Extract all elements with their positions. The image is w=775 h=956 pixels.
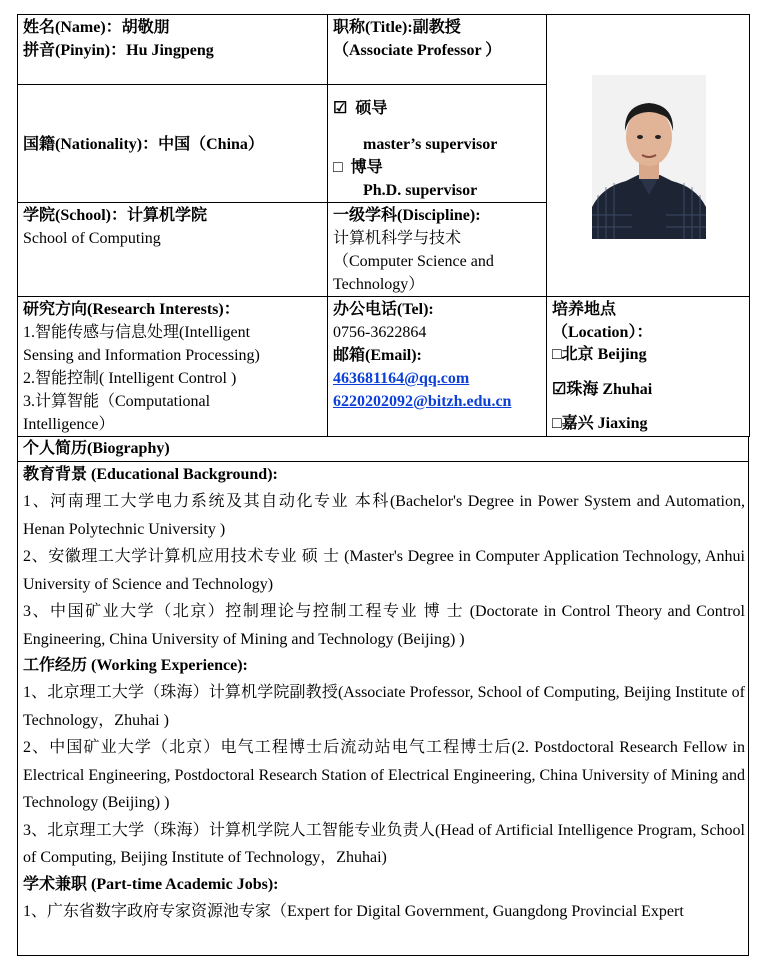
parttime-item: 1、广东省数字政府专家资源池专家（Expert for Digital Government, Guangdong Provincial Expert (23, 902, 684, 920)
discipline-label: 一级学科(Discipline): (333, 207, 481, 224)
research-line: Intelligence） (23, 416, 115, 433)
title-cell (328, 15, 547, 85)
education-heading: 教育背景 (Educational Background): (23, 466, 278, 483)
location-label: 培养地点 (552, 301, 617, 318)
education-item: 3、中国矿业大学（北京）控制理论与控制工程专业 博 士 (Doctorate in Control Theory and Control Engineering, China University of Mining and Technology (Beijing) ) (23, 603, 745, 648)
tel-label: 办公电话(Tel): (333, 301, 434, 318)
supervisor-cell (328, 85, 547, 203)
discipline-cell (328, 203, 547, 297)
nationality-value: 中国（China） (158, 135, 264, 153)
location-label-en: （Location）： (552, 324, 653, 341)
biography-section (17, 462, 749, 956)
phd-checkbox: □ (333, 159, 343, 176)
name-cell (18, 15, 328, 85)
location-zhuhai: 珠海 Zhuhai (566, 381, 653, 398)
profile-page (17, 14, 749, 956)
parttime-heading: 学术兼职 (Part-time Academic Jobs): (23, 875, 279, 893)
pinyin-label: 拼音(Pinyin)： (23, 42, 127, 59)
nationality-label: 国籍(Nationality)： (23, 135, 159, 153)
research-line: 3.计算智能（Computational (23, 393, 211, 410)
email-link-bitzh[interactable]: 6220202092@bitzh.edu.cn (333, 393, 512, 410)
name-label: 姓名(Name)： (23, 19, 122, 36)
email-link-qq[interactable]: 463681164@qq.com (333, 370, 470, 387)
school-label: 学院(School)： (23, 207, 128, 224)
name-value: 胡敬朋 (121, 19, 170, 36)
discipline-en2: Technology） (333, 276, 425, 293)
phd-cn: 博导 (350, 159, 383, 176)
title-en: （Associate Professor ） (333, 42, 502, 59)
photo-cell (547, 15, 750, 297)
tel-value: 0756-3622864 (333, 324, 427, 341)
education-item: 1、河南理工大学电力系统及其自动化专业 本科(Bachelor's Degree in Power System and Automation, Henan Polytechnic University ) (23, 493, 745, 538)
profile-photo (592, 75, 706, 239)
master-checkbox: ☑ (333, 100, 348, 117)
location-jiaxing: 嘉兴 Jiaxing (561, 415, 648, 432)
zhuhai-checkbox: ☑ (552, 381, 567, 398)
school-value: 计算机学院 (127, 207, 208, 224)
title-value: 副教授 (412, 19, 461, 36)
school-en: School of Computing (23, 230, 161, 247)
research-cell (18, 297, 328, 437)
master-cn: 硕导 (355, 100, 388, 117)
nationality-cell (18, 85, 328, 203)
email-label: 邮箱(Email): (333, 347, 422, 364)
biography-title: 个人简历(Biography) (17, 437, 749, 462)
discipline-cn: 计算机科学与技术 (333, 230, 462, 247)
info-table (17, 14, 750, 437)
jiaxing-checkbox: □ (552, 415, 562, 432)
work-item: 3、北京理工大学（珠海）计算机学院人工智能专业负责人(Head of Artificial Intelligence Program, School of Computing, Beijing Institute of Technology，Zhuhai) (23, 821, 745, 866)
work-heading: 工作经历 (Working Experience): (23, 657, 248, 674)
beijing-checkbox: □ (552, 346, 562, 363)
discipline-en1: （Computer Science and (333, 253, 494, 270)
location-beijing: 北京 Beijing (561, 346, 647, 363)
pinyin-value: Hu Jingpeng (126, 42, 214, 59)
education-item: 2、安徽理工大学计算机应用技术专业 硕 士 (Master's Degree in Computer Application Technology, Anhui University of Science and Technology) (23, 548, 745, 593)
location-cell (547, 297, 750, 437)
research-line: 1.智能传感与信息处理(Intelligent (23, 324, 251, 341)
contact-cell (328, 297, 547, 437)
master-en: master’s supervisor (363, 136, 498, 153)
title-label: 职称(Title): (333, 19, 413, 36)
phd-en: Ph.D. supervisor (363, 182, 478, 199)
work-item: 2、中国矿业大学（北京）电气工程博士后流动站电气工程博士后(2. Postdoctoral Research Fellow in Electrical Engineering, Postdoctoral Research Station of Electrical Engineering, China University of Mining and Technology (Beijing) ) (23, 739, 745, 811)
work-item: 1、北京理工大学（珠海）计算机学院副教授(Associate Professor, School of Computing, Beijing Institute of Technology，Zhuhai ) (23, 684, 745, 729)
research-line: 2.智能控制( Intelligent Control ) (23, 370, 237, 387)
school-cell (18, 203, 328, 297)
research-label: 研究方向(Research Interests)： (23, 301, 240, 318)
research-line: Sensing and Information Processing) (23, 347, 260, 364)
